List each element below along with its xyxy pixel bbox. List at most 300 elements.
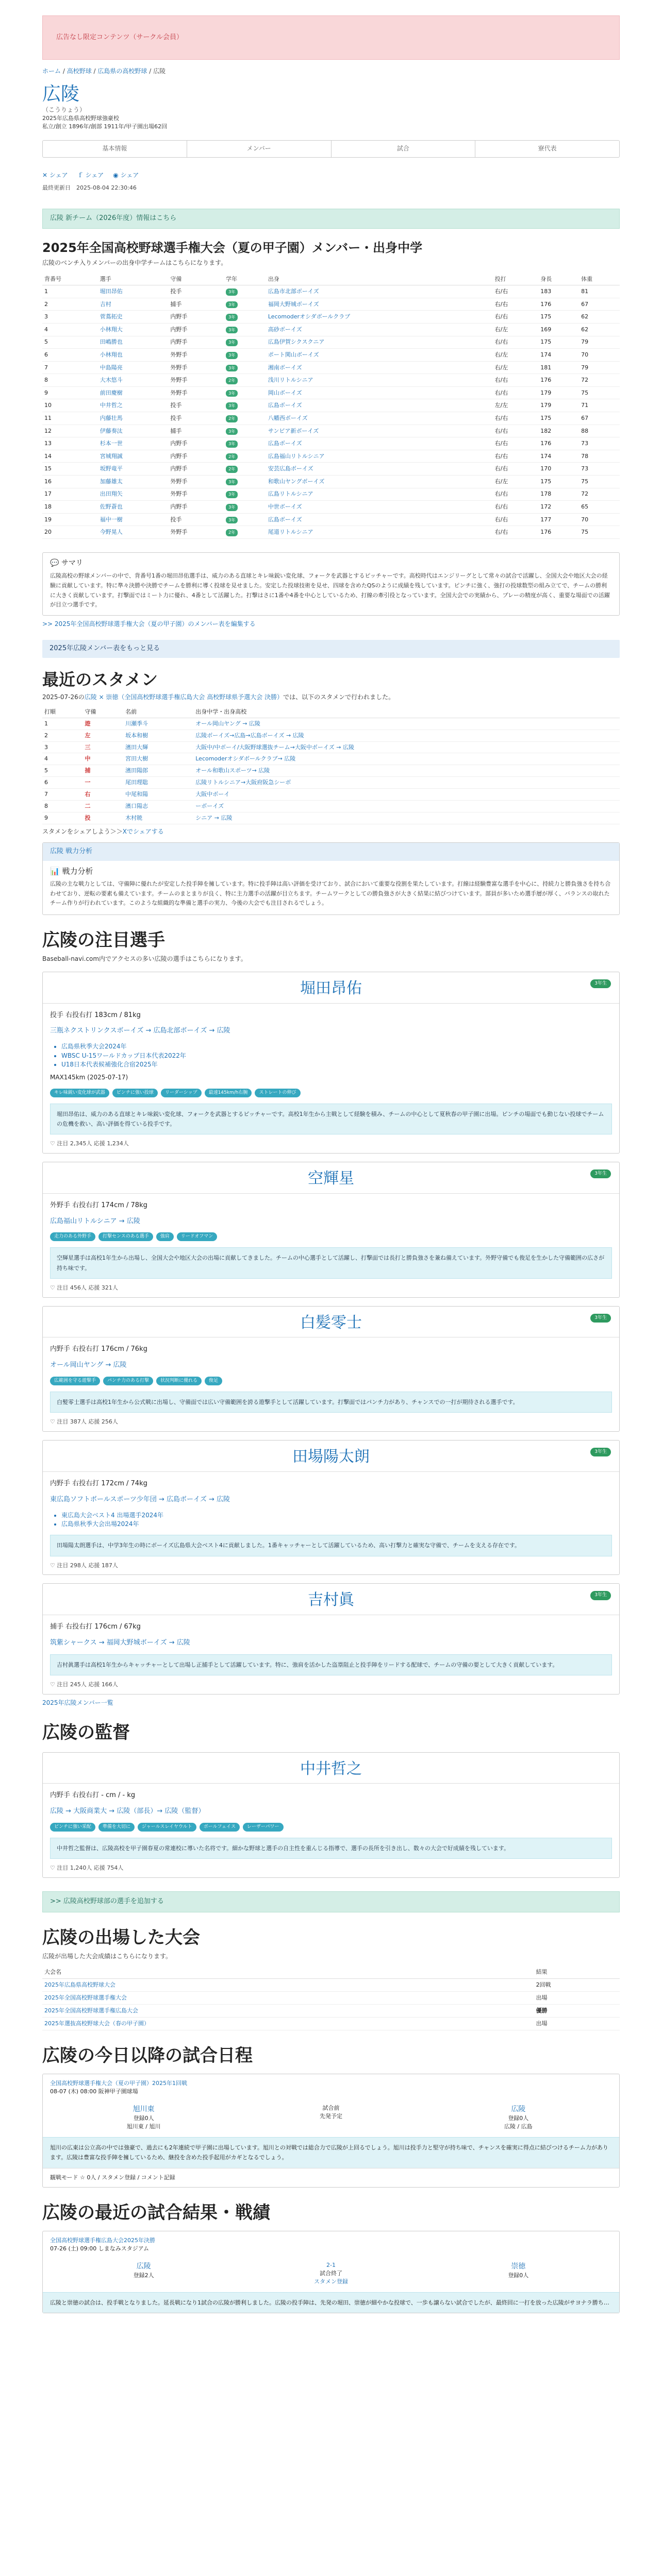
tab-games[interactable]: 試合 xyxy=(332,141,476,157)
roster-cell: 88 xyxy=(579,425,620,437)
starting-title: 最近のスタメン xyxy=(42,670,158,690)
table-row xyxy=(42,753,620,765)
roster-cell: 右/右 xyxy=(493,437,539,450)
starting-cell: 左 xyxy=(83,730,124,741)
roster-cell: 内野手 xyxy=(168,463,224,476)
table-row xyxy=(42,425,620,437)
player-card xyxy=(42,1440,620,1575)
origin-link[interactable]: 広島福山リトルシニア xyxy=(268,452,325,460)
roster-cell: 右/右 xyxy=(493,450,539,463)
coach-comment: 中井哲之監督は、広陵高校を甲子園春夏の常連校に導いた名将です。細かな野球と選手の自主性を重んじる指導で、選手の長所を引き出し、数々の大会で好成績を残しています。 xyxy=(50,1838,612,1859)
origin-link[interactable]: 岡山ボーイズ xyxy=(268,389,302,396)
tag-chip[interactable]: 広範囲を守る遊撃手 xyxy=(50,1377,100,1385)
starting-cell xyxy=(193,777,620,789)
player-link[interactable]: 福中一樹 xyxy=(100,516,123,523)
table-row xyxy=(42,501,620,514)
grade-badge: 3年 xyxy=(226,491,238,498)
analysis-text: 広陵の主な戦力としては、守備陣に優れたが安定した投手陣を擁しています。特に投手陣は高い評価を受けており、試合において重要な役割を果たしています。打線は経験豊富な選手を中心に、持続力と勝負強さを持ち合わせており、逆転の要素も備えています。チームのまとまりが良く、特に主力選手の活躍が目立ちます。チームワークとしての勝負強さが大きく結果に結びつけています。部員が多いため選手層が厚く、バランスの取れたチーム作りが行われています。このような組織的な準備と選手の実力、今後の大会でも注目されるでしょう。 xyxy=(50,880,611,907)
share-bar xyxy=(42,171,620,180)
table-row xyxy=(42,526,620,539)
roster-cell: 投手 xyxy=(168,412,224,425)
origin-link[interactable]: 安芸広島ボーイズ xyxy=(268,465,313,472)
heart-icon[interactable]: ♡ xyxy=(50,1865,55,1872)
player-reactions: ♡ 注目 387人 応援 256人 xyxy=(50,1418,118,1426)
share-facebook-button[interactable]: ｆ シェア xyxy=(77,171,104,179)
results-title: 広陵の最近の試合結果・戦績 xyxy=(42,2202,270,2223)
table-row xyxy=(42,488,620,501)
player-comment: 田場陽太朗選手は、中学3年生の時にボーイズ広島県大会ベスト4に貢献しました。1番キャッチャーとして活躍しているため、高い打撃力と確実な守備で、チームを支える存在です。 xyxy=(50,1535,612,1556)
promo-banner[interactable] xyxy=(42,15,620,60)
tag-chip[interactable]: キレ味鋭い変化球が武器 xyxy=(50,1089,109,1097)
roster-cell: 右/左 xyxy=(493,476,539,488)
roster-title: 2025年全国高校野球選手権大会（夏の甲子園）メンバー・出身中学 xyxy=(42,240,423,255)
player-link[interactable]: 川瀬季斗 xyxy=(125,720,148,727)
roster-cell: 79 xyxy=(579,361,620,374)
origin-link[interactable]: 湘南ボーイズ xyxy=(268,364,302,371)
breadcrumb-prefecture[interactable]: 広島県の高校野球 xyxy=(97,67,147,75)
origin-link[interactable]: Lecomoderオシダボールクラブ xyxy=(268,313,351,320)
player-name[interactable]: 堀田昂佑 xyxy=(43,972,619,1004)
grade-badge: 3年 xyxy=(226,301,238,309)
starting-game-link[interactable]: 広陵 × 崇徳（全国高校野球選手権広島大会 高校野球県予選大会 決勝） xyxy=(84,693,284,701)
starting-cell xyxy=(193,718,620,730)
player-link[interactable]: 木村暁 xyxy=(125,815,143,822)
table-row xyxy=(42,450,620,463)
results-tourney[interactable]: 全国高校野球選手権広島大会2025年決勝 xyxy=(50,2237,155,2244)
player-card xyxy=(42,972,620,1154)
player-link[interactable]: 菅蔦拓史 xyxy=(100,313,123,320)
roster-cell: 79 xyxy=(579,336,620,349)
roster-cell: 75 xyxy=(579,386,620,399)
starting-cell: 6 xyxy=(42,777,83,789)
roster-cell: 右/右 xyxy=(493,336,539,349)
player-link[interactable]: 坂野竜平 xyxy=(100,465,123,472)
table-row xyxy=(42,765,620,777)
starting-cell xyxy=(193,789,620,801)
roster-col-7: 体重 xyxy=(579,274,620,285)
origin-link[interactable]: 福岡大野城ボーイズ xyxy=(268,300,319,308)
history-title: 広陵の出場した大会 xyxy=(42,1927,200,1948)
roster-cell: 75 xyxy=(579,526,620,539)
origin-link[interactable]: 中世ボーイズ xyxy=(268,503,302,511)
starting-cell: 4 xyxy=(42,753,83,765)
player-link[interactable]: 小林翔也 xyxy=(100,351,123,358)
summary-title: 💬 サマリ xyxy=(50,559,83,568)
tag-chip[interactable]: レーザーパワー xyxy=(243,1823,284,1832)
player-link[interactable]: 濱口陽志 xyxy=(125,803,148,810)
starting-cell: 7 xyxy=(42,789,83,801)
roster-cell: 左/左 xyxy=(493,399,539,412)
player-phys: 投手 右投右打 183cm / 81kg xyxy=(50,1011,141,1019)
player-link[interactable]: 宮城翔誠 xyxy=(100,452,123,460)
origin-link[interactable]: オール岡山ヤング → 広陵 xyxy=(195,720,260,727)
table-row xyxy=(42,463,620,476)
origin-link[interactable]: サンビア新ボーイズ xyxy=(268,427,319,434)
roster-cell: 右/左 xyxy=(493,323,539,336)
player-link[interactable]: 坂本和樹 xyxy=(125,732,148,739)
player-route[interactable]: 広島福山リトルシニア → 広陵 xyxy=(50,1217,140,1225)
player-link[interactable]: 尾田理聡 xyxy=(125,779,148,786)
schedule-home-team[interactable]: 旭川東 xyxy=(133,2105,155,2113)
table-row xyxy=(42,1991,620,2004)
tag-chip[interactable]: ボールフェイス xyxy=(200,1823,240,1832)
origin-link[interactable]: 広島ボーイズ xyxy=(268,402,302,409)
tag-chip[interactable]: 走力のある外野手 xyxy=(50,1232,95,1241)
origin-link[interactable]: 大阪中ボーイ xyxy=(195,791,230,798)
roster-cell: 72 xyxy=(579,374,620,387)
roster-cell: 170 xyxy=(538,463,579,476)
roster-cell: 4 xyxy=(42,323,98,336)
members-list-link[interactable]: 2025年広陵メンバー一覧 xyxy=(42,1699,113,1706)
grade-badge: 3年 xyxy=(226,314,238,321)
roster-cell: 11 xyxy=(42,412,98,425)
schedule-status: 試合前 xyxy=(322,2104,340,2111)
player-link[interactable]: 濱田大輝 xyxy=(125,743,148,751)
results-home-team[interactable]: 広陵 xyxy=(136,2262,151,2270)
school-desc: 2025年広島県高校野球強豪校 xyxy=(42,115,119,122)
history-col-name: 大会名 xyxy=(42,1966,534,1978)
origin-link[interactable]: 浅川リトルシニア xyxy=(268,377,313,384)
roster-cell: 176 xyxy=(538,298,579,311)
origin-link[interactable]: オール和歌山スポーツ→ 広陵 xyxy=(195,767,270,774)
roster-cell: 176 xyxy=(538,437,579,450)
roster-cell: 投手 xyxy=(168,399,224,412)
player-route[interactable]: 三瓶ネクストリンクスボーイズ → 広島北部ボーイズ → 広陵 xyxy=(50,1027,230,1035)
results-score[interactable]: 2-1 xyxy=(326,2261,336,2268)
player-tags xyxy=(50,1089,612,1097)
grade-badge: 3年 xyxy=(226,390,238,397)
roster-cell: 内野手 xyxy=(168,450,224,463)
origin-link[interactable]: 高砂ボーイズ xyxy=(268,326,302,333)
award-item[interactable]: • 東広島大会ベスト4 出場選手2024年 xyxy=(61,1511,612,1520)
heart-icon[interactable]: ♡ xyxy=(50,1284,57,1291)
summary-box xyxy=(42,552,620,616)
player-tags xyxy=(50,1377,612,1385)
coach-phys: 内野手 右投右打 - cm / - kg xyxy=(50,1791,136,1800)
starting-cell xyxy=(123,777,193,789)
history-col-result: 結果 xyxy=(534,1966,620,1978)
player-link[interactable]: 吉村 xyxy=(100,300,111,308)
roster-cell: 175 xyxy=(538,311,579,324)
origin-link[interactable]: 広陵ボーイズ→広島→広島ボーイズ → 広陵 xyxy=(195,732,304,739)
schedule-note: 旭川の広東は公立高の中では強豪で、過去にも2年連続で甲子園に出場しています。旭川との対戦では総合力で広陵が上回るでしょう。旭川は投手力と堅守が持ち味で、チャンスを確実に得点に結びつけるチーム力があります。広陵は豊富な投手陣を擁しているため、継投を含めた投手起用がカギとなるでしょう。 xyxy=(43,2137,619,2168)
tag-chip[interactable]: パンチ力のある打撃 xyxy=(103,1377,153,1385)
player-route[interactable]: 筑紫シャークス → 福岡大野城ボーイズ → 広陵 xyxy=(50,1638,190,1647)
grade-badge: 3年 xyxy=(226,402,238,410)
origin-link[interactable]: 広島リトルシニア xyxy=(268,490,313,498)
player-link[interactable]: 大木悠斗 xyxy=(100,377,123,384)
table-row xyxy=(42,349,620,362)
player-link[interactable]: 中尾和陽 xyxy=(125,791,148,798)
player-name[interactable]: 田場陽太朗 xyxy=(43,1440,619,1472)
coach-reactions: ♡ 注目 1,240人 応援 754人 xyxy=(50,1865,124,1872)
player-phys: 内野手 右投右打 176cm / 76kg xyxy=(50,1345,147,1353)
roster-col-3: 学年 xyxy=(224,274,266,285)
roster-col-2: 守備 xyxy=(168,274,224,285)
grade-badge: 3年 xyxy=(226,327,238,334)
award-item[interactable]: • U18日本代表候補強化合宿2025年 xyxy=(61,1060,612,1069)
roster-cell: 14 xyxy=(42,450,98,463)
player-link[interactable]: 中島陽亮 xyxy=(100,364,123,371)
origin-link[interactable]: 広島伊賀シクスクニア xyxy=(268,338,325,346)
roster-cell: 67 xyxy=(579,298,620,311)
player-phys: 外野手 右投右打 174cm / 78kg xyxy=(50,1201,147,1209)
table-row xyxy=(42,336,620,349)
player-name[interactable]: 白髪零士 xyxy=(43,1307,619,1338)
results-away-team[interactable]: 崇徳 xyxy=(511,2262,526,2270)
player-link[interactable]: 小林翔大 xyxy=(100,326,123,333)
history-name[interactable]: 2025年全国高校野球選手権大会 xyxy=(42,1991,534,2004)
starting-table xyxy=(42,706,620,824)
grade-badge: 2年 xyxy=(226,453,238,461)
player-link[interactable]: 宮田大樹 xyxy=(125,755,148,762)
heart-icon[interactable]: ♡ xyxy=(50,1562,57,1569)
table-row xyxy=(42,812,620,824)
breadcrumb-home[interactable]: ホーム xyxy=(42,67,61,75)
player-card xyxy=(42,1583,620,1694)
grade-badge: 3年 xyxy=(226,504,238,511)
edit-roster-link[interactable]: >> 2025年全国高校野球選手権大会（夏の甲子園）のメンバー表を編集する xyxy=(42,620,256,628)
history-name[interactable]: 2025年広島県高校野球大会 xyxy=(42,1978,534,1991)
player-comment: 吉村眞選手は高校1年生からキャッチャーとして出場し正捕手として活躍しています。特に、強肩を活かした盗塁阻止と投手陣をリードする配球で、チームの守備の要として大きく貢献しています。 xyxy=(50,1654,612,1675)
school-kana: （こうりょう） xyxy=(42,106,86,113)
grade-badge: 3年生 xyxy=(590,1448,611,1456)
roster-cell: 右/右 xyxy=(493,526,539,539)
roster-cell: 175 xyxy=(538,336,579,349)
player-link[interactable]: 田嶋勝也 xyxy=(100,338,123,346)
tag-chip[interactable]: 俊足 xyxy=(205,1377,222,1385)
starting-cell: 5 xyxy=(42,765,83,777)
award-list xyxy=(61,1511,612,1529)
roster-cell: 182 xyxy=(538,425,579,437)
school-info: 私立/創立 1896年/創部 1911年/甲子園出場62回 xyxy=(42,123,168,130)
roster-cell: 右/右 xyxy=(493,311,539,324)
roster-cell: 15 xyxy=(42,463,98,476)
table-row xyxy=(42,801,620,812)
roster-cell: 右/右 xyxy=(493,488,539,501)
starting-cell: 9 xyxy=(42,812,83,824)
starting-col-0: 打順 xyxy=(42,706,83,718)
table-row xyxy=(42,730,620,741)
more-roster-bar[interactable]: 2025年広陵メンバー表をもっと見る xyxy=(42,640,620,658)
player-name[interactable]: 吉村眞 xyxy=(43,1584,619,1615)
origin-link[interactable]: 八幡西ボーイズ xyxy=(268,414,308,421)
award-item[interactable]: • 広島県秋季大会2024年 xyxy=(61,1042,612,1051)
coach-name[interactable]: 中井哲之 xyxy=(43,1753,619,1784)
roster-cell: 17 xyxy=(42,488,98,501)
origin-link[interactable]: ポート関山ボーイズ xyxy=(268,351,319,358)
roster-col-1: 選手 xyxy=(98,274,169,285)
origin-link[interactable]: 大阪中/中ボーイ/大阪野球選抜チーム→大阪中ボーイズ → 広陵 xyxy=(195,743,354,751)
starting-cell: 捕 xyxy=(83,765,124,777)
roster-cell: 1 xyxy=(42,285,98,298)
roster-cell: 2 xyxy=(42,298,98,311)
heart-icon[interactable]: ♡ xyxy=(50,1418,57,1426)
origin-link[interactable]: 広島ボーイズ xyxy=(268,440,302,447)
tag-chip[interactable]: 状況判断に優れる xyxy=(156,1377,202,1385)
table-row xyxy=(42,741,620,753)
origin-link[interactable]: 広島ボーイズ xyxy=(268,516,302,523)
player-name[interactable]: 空輝星 xyxy=(43,1162,619,1194)
roster-cell: 内野手 xyxy=(168,437,224,450)
roster-cell: 10 xyxy=(42,399,98,412)
player-link[interactable]: 内藤壮馬 xyxy=(100,414,123,421)
starting-cell xyxy=(123,789,193,801)
player-route[interactable]: 東広島ソフトボールスポーツ少年団 → 広島ボーイズ → 広陵 xyxy=(50,1495,230,1503)
roster-cell: 75 xyxy=(579,476,620,488)
history-sub: 広陵が出場した大会成績はこちらになります。 xyxy=(42,1952,172,1960)
heart-icon[interactable]: ♡ xyxy=(50,1681,57,1688)
tag-chip[interactable]: 強肩 xyxy=(156,1232,174,1241)
tab-basic[interactable]: 基本情報 xyxy=(43,141,187,157)
table-row xyxy=(42,476,620,488)
roster-cell: 内野手 xyxy=(168,336,224,349)
origin-link[interactable]: 広陵リトルシニア→大阪府阪急シーボ xyxy=(195,779,291,786)
grade-badge: 3年 xyxy=(226,339,238,346)
grade-badge: 3年 xyxy=(226,440,238,448)
origin-link[interactable]: 広島市北部ボーイズ xyxy=(268,287,319,295)
origin-link[interactable]: 和歌山ヤングボーイズ xyxy=(268,478,325,485)
player-link[interactable]: 杉本一世 xyxy=(100,440,123,447)
roster-cell: 右/右 xyxy=(493,386,539,399)
roster-cell: 右/右 xyxy=(493,374,539,387)
history-result: 2回戦 xyxy=(534,1978,620,1991)
grade-badge: 3年 xyxy=(226,517,238,524)
roster-cell: 右/右 xyxy=(493,513,539,526)
roster-cell: 175 xyxy=(538,412,579,425)
roster-cell: 169 xyxy=(538,323,579,336)
starting-cell: 三 xyxy=(83,741,124,753)
heart-icon[interactable]: ♡ xyxy=(50,1140,57,1147)
breadcrumb-current: 広陵 xyxy=(153,67,166,75)
starting-cell xyxy=(193,753,620,765)
roster-cell: 13 xyxy=(42,437,98,450)
player-card xyxy=(42,1162,620,1298)
roster-cell: 9 xyxy=(42,386,98,399)
player-comment: 空輝星選手は高校1年生から出場し、全国大会や地区大会の出場に貢献してきました。チームの中心選手として活躍し、打撃面では長打と勝負強さを兼ね備えています。外野守備でも俊足を生かした守備範囲の広さが持ち味です。 xyxy=(50,1247,612,1279)
share-x-button[interactable]: ✕ シェア xyxy=(42,171,68,179)
tag-chip[interactable]: ピンチに強い投球 xyxy=(112,1089,158,1097)
starting-cell: 2 xyxy=(42,730,83,741)
roster-cell: 62 xyxy=(579,311,620,324)
add-player-bar[interactable]: >> 広陵高校野球部の選手を追加する xyxy=(42,1891,620,1912)
schedule-datetime: 08-07 (木) 08:00 阪神甲子園球場 xyxy=(50,2088,138,2095)
origin-link[interactable]: シニア → 広陵 xyxy=(195,815,233,822)
roster-cell: 5 xyxy=(42,336,98,349)
player-link[interactable]: 今野晃人 xyxy=(100,529,123,536)
grade-badge: 2年 xyxy=(226,415,238,422)
player-route[interactable]: オール岡山ヤング → 広陵 xyxy=(50,1361,127,1369)
roster-cell: 65 xyxy=(579,501,620,514)
history-name[interactable]: 2025年全国高校野球選手権広島大会 xyxy=(42,2004,534,2017)
award-item[interactable]: • 広島県秋季大会出場2024年 xyxy=(61,1520,612,1529)
tab-dorm[interactable]: 寮代表 xyxy=(538,145,557,152)
starting-cell xyxy=(193,812,620,824)
player-link[interactable]: 加藤雄太 xyxy=(100,478,123,485)
notable-title: 広陵の注目選手 xyxy=(42,930,165,951)
page xyxy=(0,15,662,2576)
starting-cell: 中 xyxy=(83,753,124,765)
player-comment: 堀田昂佑は、威力のある直球とキレ味鋭い変化球、フォークを武器とするピッチャーです。高校1年生から主戦として経験を積み、チームの中心として夏秋春の甲子園に出場。ピンチの場面でも動じない投球でチームの危機を救い、高い評価を得ている投手です。 xyxy=(50,1104,612,1135)
table-row xyxy=(42,1978,620,1991)
grade-badge: 3年 xyxy=(226,479,238,486)
award-item[interactable]: • WBSC U-15ワールドカップ日本代表2022年 xyxy=(61,1052,612,1060)
player-phys: 捕手 右投右打 176cm / 67kg xyxy=(50,1622,141,1631)
player-link[interactable]: 濱田陽郎 xyxy=(125,767,148,774)
player-card xyxy=(42,1306,620,1432)
coach-route: 広陵 → 大阪商業大 → 広陵（部長）→ 広陵（監督） xyxy=(50,1807,205,1816)
roster-cell: 78 xyxy=(579,450,620,463)
roster-cell: 19 xyxy=(42,513,98,526)
player-link[interactable]: 前田慶樹 xyxy=(100,389,123,396)
tag-chip[interactable]: ピンチに強い采配 xyxy=(50,1823,95,1832)
grade-badge: 3年生 xyxy=(590,979,611,988)
coach-card xyxy=(42,1752,620,1878)
roster-cell: 176 xyxy=(538,374,579,387)
schedule-card xyxy=(42,2074,620,2187)
tag-chip[interactable]: 最速145km/h右腕 xyxy=(205,1089,252,1097)
origin-link[interactable]: Lecomoderオシダボールクラブ→ 広陵 xyxy=(195,755,296,762)
tag-chip[interactable]: リードオフマン xyxy=(177,1232,217,1241)
tag-chip[interactable]: リーダーシップ xyxy=(161,1089,202,1097)
facebook-icon: ｆ xyxy=(77,171,84,179)
player-link[interactable]: 堀田昂佑 xyxy=(100,287,123,295)
player-link[interactable]: 佐野蒼也 xyxy=(100,503,123,511)
history-name[interactable]: 2025年選抜高校野球大会（春の甲子園） xyxy=(42,2017,534,2030)
line-icon: ◉ xyxy=(113,171,119,179)
roster-cell: 右/左 xyxy=(493,349,539,362)
tab-members[interactable]: メンバー xyxy=(187,141,332,157)
starting-cell xyxy=(123,812,193,824)
roster-cell: 175 xyxy=(538,476,579,488)
roster-cell: 投手 xyxy=(168,285,224,298)
roster-cell: 投手 xyxy=(168,513,224,526)
history-result: 出場 xyxy=(534,2017,620,2030)
roster-cell: 右/右 xyxy=(493,285,539,298)
tag-chip[interactable]: ストレートの伸び xyxy=(255,1089,300,1097)
breadcrumb-baseball[interactable]: 高校野球 xyxy=(67,67,92,75)
tag-chip[interactable]: ジャールスレイヤウルト xyxy=(138,1823,196,1832)
coach-tags xyxy=(50,1823,612,1832)
share-starting-link[interactable]: Xでシェアする xyxy=(122,828,164,836)
player-link[interactable]: 出田翔矢 xyxy=(100,490,123,498)
schedule-foot[interactable]: 観戦モード ☆ 0人 / スタメン登録 / コメント記録 xyxy=(43,2168,619,2187)
roster-cell: 177 xyxy=(538,513,579,526)
roster-cell: 70 xyxy=(579,513,620,526)
player-extra: MAX145km (2025-07-17) xyxy=(50,1074,128,1081)
grade-badge: 2年 xyxy=(226,529,238,536)
tag-chip[interactable]: 準備を大切に xyxy=(98,1823,135,1832)
chat-icon: 💬 xyxy=(50,559,59,568)
new-team-banner[interactable]: 広陵 新チーム（2026年度）情報はこちら xyxy=(42,209,620,229)
analysis-head[interactable]: 広陵 戦力分析 xyxy=(43,843,619,861)
origin-link[interactable]: 尾道リトルシニア xyxy=(268,529,313,536)
share-line-button[interactable]: ◉ シェア xyxy=(113,171,139,179)
table-row xyxy=(42,298,620,311)
schedule-tourney[interactable]: 全国高校野球選手権大会（夏の甲子園）2025年1回戦 xyxy=(50,2080,187,2087)
origin-link[interactable]: ーボーイズ xyxy=(195,803,224,810)
roster-cell: 外野手 xyxy=(168,386,224,399)
tag-chip[interactable]: 打撃センスのある選手 xyxy=(98,1232,153,1241)
player-link[interactable]: 中井哲之 xyxy=(100,402,123,409)
chart-icon: 📊 xyxy=(50,867,60,876)
roster-cell: 81 xyxy=(579,285,620,298)
roster-cell: 12 xyxy=(42,425,98,437)
starting-cell xyxy=(193,801,620,812)
schedule-away-team[interactable]: 広陵 xyxy=(511,2105,526,2113)
player-link[interactable]: 伊藤奏汰 xyxy=(100,427,123,434)
grade-badge: 3年 xyxy=(226,289,238,296)
